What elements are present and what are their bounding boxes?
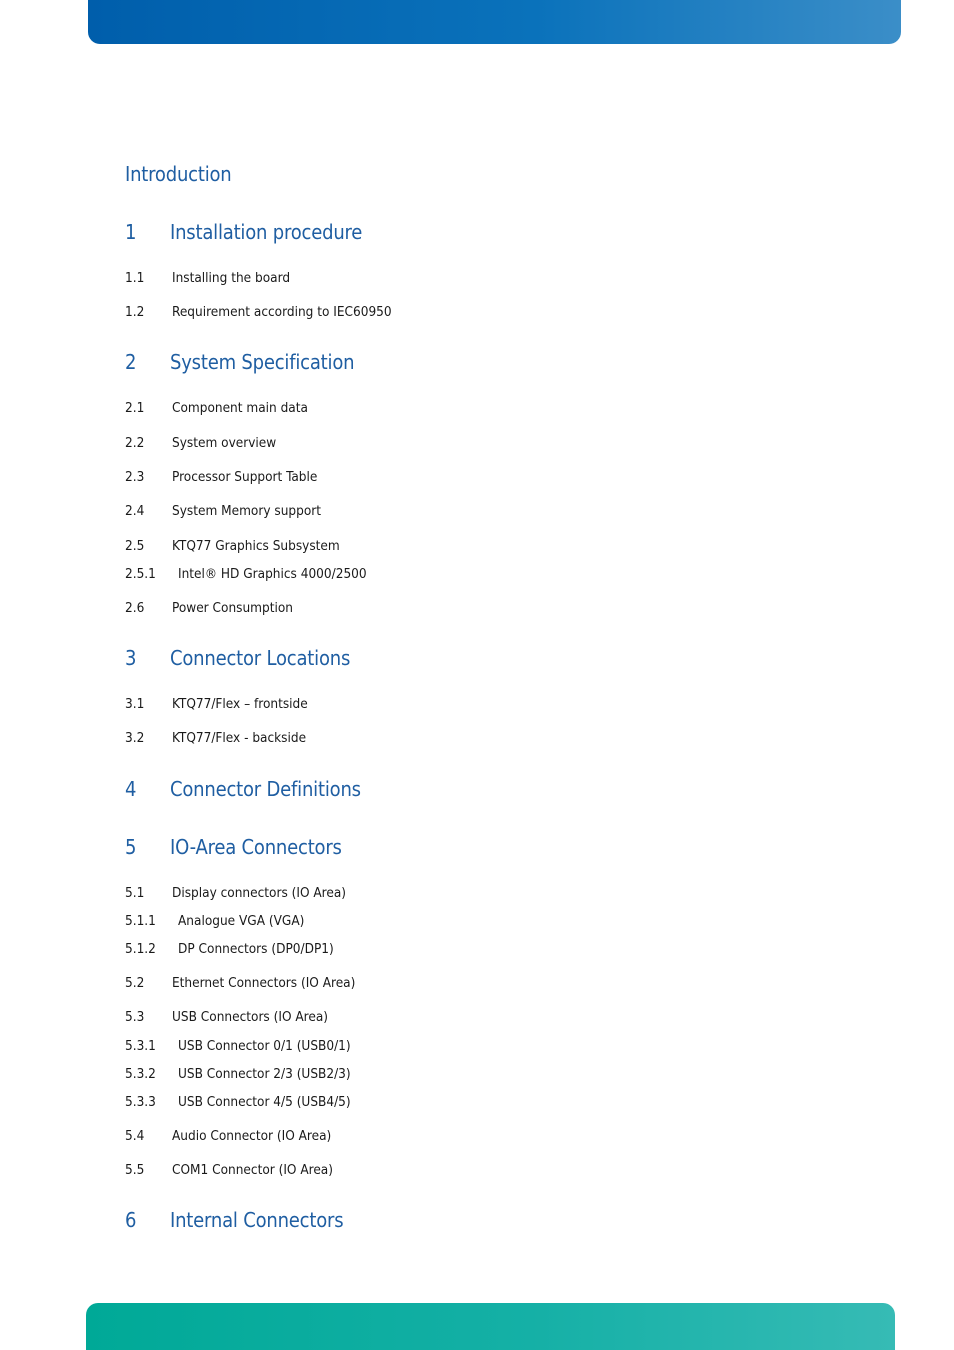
- toc-item-5-1-1[interactable]: [125, 913, 304, 929]
- toc-number: 4: [125, 777, 137, 801]
- toc-title: Ethernet Connectors (IO Area): [172, 975, 356, 991]
- toc-title: USB Connectors (IO Area): [172, 1009, 329, 1025]
- toc-title: System Memory support: [172, 503, 322, 519]
- toc-title: KTQ77 Graphics Subsystem: [172, 538, 340, 554]
- toc-title: Installing the board: [172, 270, 291, 286]
- toc-title: Introduction: [125, 162, 232, 186]
- toc-item-3-2[interactable]: [125, 730, 306, 746]
- toc-title: System Specification: [170, 350, 355, 374]
- toc-heading-6[interactable]: [125, 1208, 343, 1232]
- toc-title: Internal Connectors: [170, 1208, 344, 1232]
- toc-heading-introduction[interactable]: [125, 162, 232, 186]
- toc-title: USB Connector 4/5 (USB4/5): [178, 1094, 351, 1110]
- toc-item-2-4[interactable]: [125, 503, 321, 519]
- toc-title: USB Connector 2/3 (USB2/3): [178, 1066, 351, 1082]
- toc-number: 5.5: [125, 1162, 145, 1178]
- toc-title: Audio Connector (IO Area): [172, 1128, 332, 1144]
- toc-item-5-4[interactable]: [125, 1128, 331, 1144]
- toc-number: 5.1.1: [125, 913, 156, 929]
- toc-number: 2: [125, 350, 137, 374]
- toc-title: Processor Support Table: [172, 469, 318, 485]
- toc-item-2-5-1[interactable]: [125, 566, 367, 582]
- toc-item-2-3[interactable]: [125, 469, 317, 485]
- toc-heading-2[interactable]: [125, 350, 354, 374]
- toc-number: 5.3.3: [125, 1094, 156, 1110]
- toc-number: 1: [125, 220, 137, 244]
- toc-item-5-2[interactable]: [125, 975, 355, 991]
- toc-title: IO-Area Connectors: [170, 835, 342, 859]
- toc-item-2-5[interactable]: [125, 538, 340, 554]
- toc-number: 2.5.1: [125, 566, 156, 582]
- toc-number: 5.1.2: [125, 941, 156, 957]
- toc-number: 5.1: [125, 885, 145, 901]
- toc-heading-1[interactable]: [125, 220, 362, 244]
- toc-number: 6: [125, 1208, 137, 1232]
- toc-number: 3: [125, 646, 137, 670]
- toc-heading-4[interactable]: [125, 777, 361, 801]
- toc-number: 3.2: [125, 730, 145, 746]
- toc-number: 2.3: [125, 469, 145, 485]
- toc-title: Connector Definitions: [170, 777, 361, 801]
- toc-title: COM1 Connector (IO Area): [172, 1162, 333, 1178]
- toc-number: 5.4: [125, 1128, 145, 1144]
- toc-number: 2.4: [125, 503, 145, 519]
- toc-number: 1.1: [125, 270, 145, 286]
- toc-title: Connector Locations: [170, 646, 351, 670]
- toc-item-5-3-3[interactable]: [125, 1094, 351, 1110]
- toc-number: 5: [125, 835, 137, 859]
- toc-number: 5.3.2: [125, 1066, 156, 1082]
- toc-title: KTQ77/Flex – frontside: [172, 696, 308, 712]
- toc-title: USB Connector 0/1 (USB0/1): [178, 1038, 351, 1054]
- toc-title: Intel® HD Graphics 4000/2500: [178, 566, 367, 582]
- toc-title: Analogue VGA (VGA): [178, 913, 305, 929]
- toc-item-2-6[interactable]: [125, 600, 293, 616]
- toc-item-5-3[interactable]: [125, 1009, 328, 1025]
- toc-number: 2.6: [125, 600, 145, 616]
- toc-number: 3.1: [125, 696, 145, 712]
- footer-bar: [86, 1303, 895, 1350]
- toc-title: Display connectors (IO Area): [172, 885, 347, 901]
- toc-item-5-5[interactable]: [125, 1162, 333, 1178]
- toc-title: Installation procedure: [170, 220, 363, 244]
- toc-item-5-1[interactable]: [125, 885, 346, 901]
- toc-item-3-1[interactable]: [125, 696, 308, 712]
- toc-item-2-2[interactable]: [125, 435, 276, 451]
- toc-heading-5[interactable]: [125, 835, 342, 859]
- toc-title: Power Consumption: [172, 600, 293, 616]
- toc-title: KTQ77/Flex - backside: [172, 730, 307, 746]
- toc-item-5-3-2[interactable]: [125, 1066, 351, 1082]
- toc-title: Requirement according to IEC60950: [172, 304, 392, 320]
- toc-number: 1.2: [125, 304, 145, 320]
- toc-number: 5.3: [125, 1009, 145, 1025]
- toc-item-1-2[interactable]: [125, 304, 392, 320]
- toc-item-5-3-1[interactable]: [125, 1038, 351, 1054]
- toc-number: 2.2: [125, 435, 145, 451]
- toc-item-2-1[interactable]: [125, 400, 308, 416]
- toc-number: 5.2: [125, 975, 145, 991]
- toc-title: DP Connectors (DP0/DP1): [178, 941, 334, 957]
- toc-heading-3[interactable]: [125, 646, 350, 670]
- toc-item-1-1[interactable]: [125, 270, 290, 286]
- toc-title: System overview: [172, 435, 277, 451]
- toc-number: 2.1: [125, 400, 145, 416]
- toc-item-5-1-2[interactable]: [125, 941, 334, 957]
- toc-number: 5.3.1: [125, 1038, 156, 1054]
- toc-title: Component main data: [172, 400, 308, 416]
- toc-number: 2.5: [125, 538, 145, 554]
